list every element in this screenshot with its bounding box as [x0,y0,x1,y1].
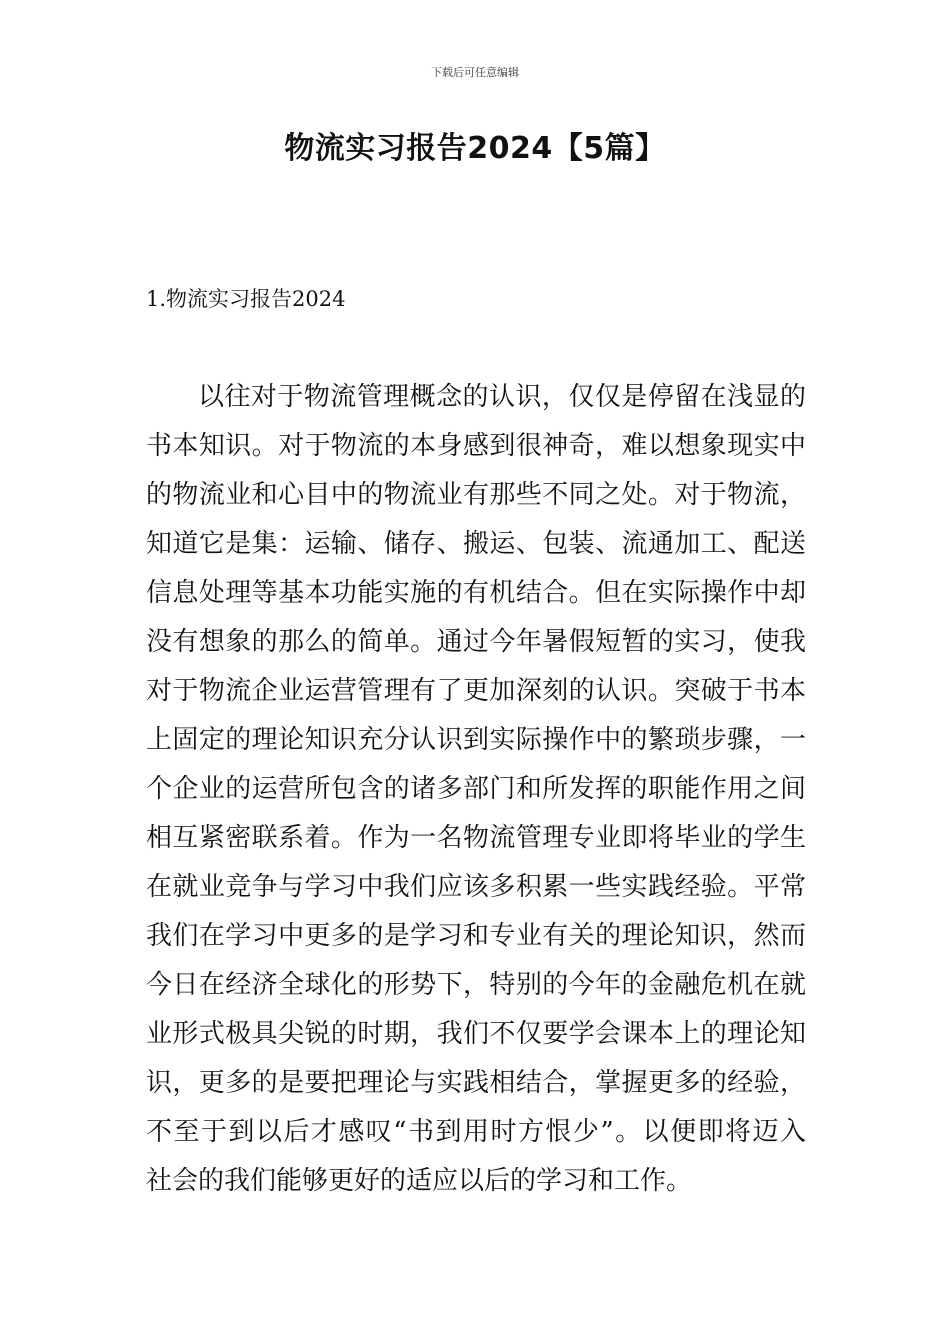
paragraph-line: 信息处理等基本功能实施的有机结合。但在实际操作中却 [146,578,806,608]
paragraph-line: 个企业的运营所包含的诸多部门和所发挥的职能作用之间 [146,774,806,804]
paragraph-line: 社会的我们能够更好的适应以后的学习和工作。 [146,1166,693,1196]
paragraph-line: 上固定的理论知识充分认识到实际操作中的繁琐步骤，一 [146,725,806,755]
paragraph-line: 对于物流企业运营管理有了更加深刻的认识。突破于书本 [146,676,806,706]
paragraph-line: 业形式极具尖锐的时期，我们不仅要学会课本上的理论知 [146,1019,806,1049]
paragraph-line: 不至于到以后才感叹“书到用时方恨少”。以便即将迈入 [146,1117,806,1147]
paragraph-line: 的物流业和心目中的物流业有那些不同之处。对于物流， [146,480,806,510]
body-paragraph [146,378,806,1211]
paragraph-line: 书本知识。对于物流的本身感到很神奇，难以想象现实中 [146,431,806,461]
paragraph-line: 识，更多的是要把理论与实践相结合，掌握更多的经验， [146,1068,806,1098]
paragraph-line: 相互紧密联系着。作为一名物流管理专业即将毕业的学生 [146,823,806,853]
paragraph-line: 我们在学习中更多的是学习和专业有关的理论知识，然而 [146,921,806,951]
header-note: 下载后可任意编辑 [431,66,519,79]
paragraph-line: 在就业竞争与学习中我们应该多积累一些实践经验。平常 [146,872,806,902]
section-heading: 1.物流实习报告2024 [146,287,346,311]
document-title: 物流实习报告2024【5篇】 [284,131,666,166]
paragraph-line: 以往对于物流管理概念的认识，仅仅是停留在浅显的 [198,382,806,412]
paragraph-line: 知道它是集：运输、储存、搬运、包装、流通加工、配送 [146,529,806,559]
paragraph-line: 今日在经济全球化的形势下，特别的今年的金融危机在就 [146,970,806,1000]
paragraph-line: 没有想象的那么的简单。通过今年暑假短暂的实习，使我 [146,627,806,657]
